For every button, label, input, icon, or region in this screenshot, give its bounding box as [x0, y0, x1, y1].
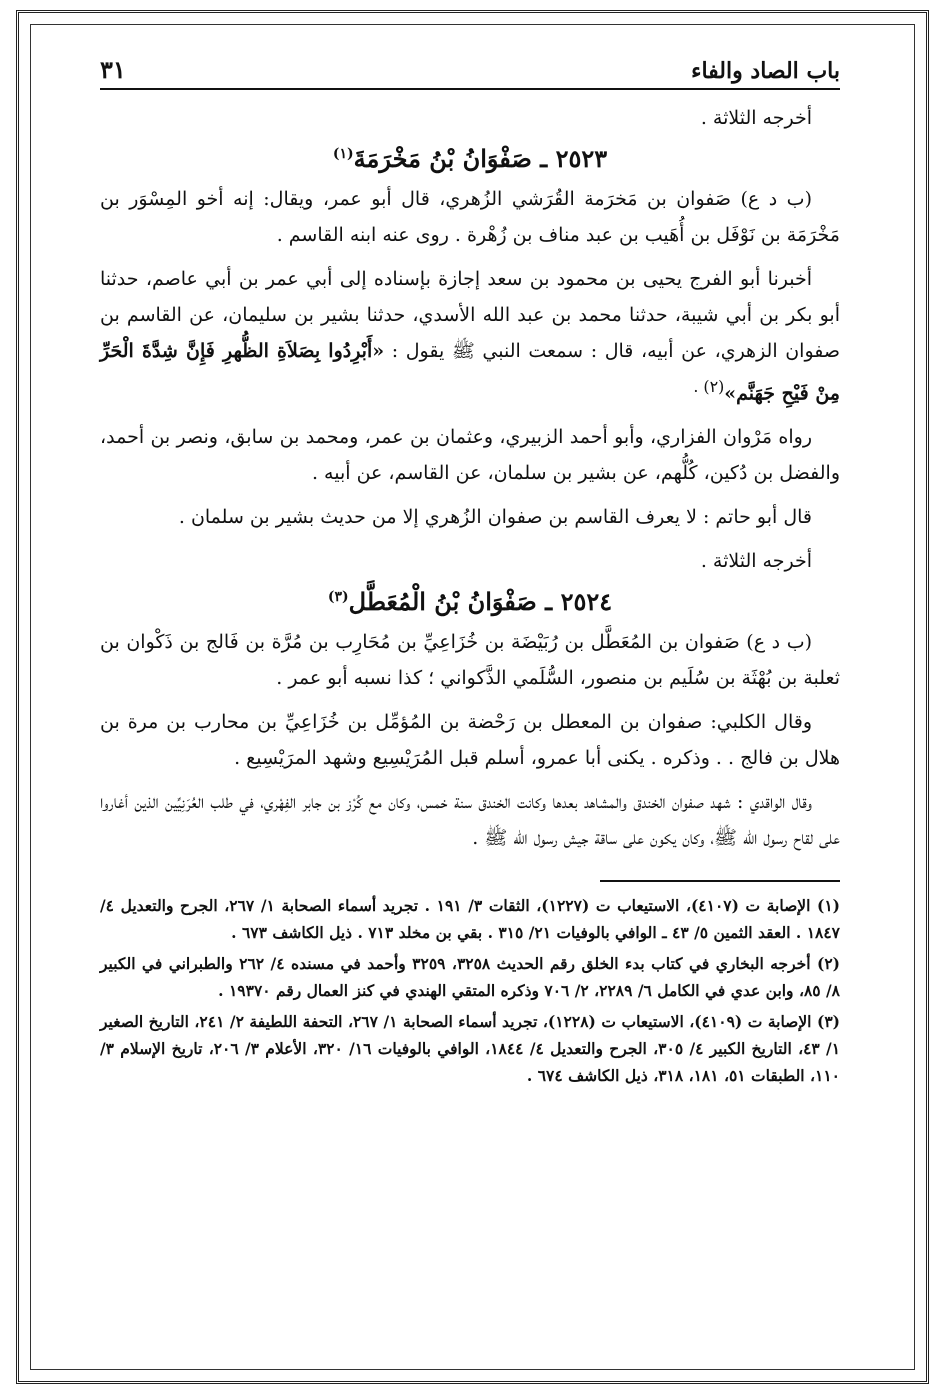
paragraph: (ب د ع) صَفوان بن المُعَطَّل بن رُبَيْضَة بن خُزَاعِيِّ بن مُحَارِب بن مُرَّة بن فَالج بن ذَكْوان بن ثعلبة بن بُهْثَة بن سُلَيم بن منصور، السُّلَمي الذَّكواني ؛ كذا نسبه أبو عمر . — [100, 631, 840, 690]
footnotes — [100, 892, 840, 1089]
running-header — [100, 55, 840, 90]
entry-title-text: ٢٥٢٤ ـ صَفْوَانُ بْنُ الْمُعَطَّل — [348, 587, 613, 617]
paragraph-hadith — [100, 261, 840, 411]
footnote-ref: (٢) . — [693, 377, 725, 396]
entry-title-2523 — [100, 144, 840, 173]
paragraph: وقال الكلبي: صفوان بن المعطل بن رَحْضة بن المُؤمِّل بن خُزَاعِيِّ بن محارب بن مرة بن هلال بن فالج . . وذكره . يكنى أبا عمرو، أسلم قبل المُرَيْسِيع وشهد المرَيْسِيع . — [100, 711, 840, 770]
footnote: (٣) الإصابة ت (٤١٠٩)، الاستيعاب ت (١٢٢٨)، تجريد أسماء الصحابة ١/ ٢٦٧، التحفة اللطيفة ٢/ ٢٤١، التاريخ الصغير ١/ ٤٣، التاريخ الكبير ٤/ ٣٠٥، الجرح والتعديل ٤/ ١٨٤٤، الوافي بالوفيات ١٦/ ٣٢٠، الأعلام ٣/ ٢٠٦، تاريخ الإسلام ٣/ ١١٠، الطبقات ٥١، ١٨١، ٣١٨، ذيل الكاشف ٦٧٤ . — [100, 1012, 841, 1086]
paragraph: أخرجه الثلاثة . — [700, 550, 812, 573]
book-page — [100, 55, 840, 1093]
entry-title-text: ٢٥٢٣ ـ صَفْوَانُ بْنُ مَخْرَمَةَ — [353, 144, 608, 173]
paragraph: (ب د ع) صَفوان بن مَخرَمة القُرَشي الزُهري، قال أبو عمر، ويقال: إنه أخو المِسْوَر بن مَخْرَمَة بن نَوْفَل بن أُهَيب بن عبد مناف بن زُهْرة . روى عنه ابنه القاسم . — [100, 188, 840, 246]
paragraph: وقال الواقدي : شهد صفوان الخندق والمشاهد بعدها وكانت الخندق سنة خمس، وكان مع كُرْز بن جابر الفِهْري، في طلب العُرَنِيِّين الذين أغاروا على لقاح رسول الله ﷺ، وكان يكون على ساقة جيش رسول الله ﷺ . — [100, 791, 840, 850]
chapter-title: باب الصاد والفاء — [691, 58, 840, 84]
paragraph: رواه مَرْوان الفزاري، وأبو أحمد الزبيري، وعثمان بن عمر، ومحمد بن سابق، ونصر بن أحمد، والفضل بن دُكين، كُلُّهم، عن بشير بن سلمان، عن القاسم، عن أبيه . — [100, 426, 840, 485]
page-number: ٣١ — [100, 55, 126, 84]
footnote: (١) الإصابة ت (٤١٠٧)، الاستيعاب ت (١٢٢٧)، الثقات ٣/ ١٩١ . تجريد أسماء الصحابة ١/ ٢٦٧، الجرح والتعديل ٤/ ١٨٤٧ . العقد الثمين ٥/ ٤٣ ـ الوافي بالوفيات ٢١/ ٣١٥ . بقي بن مخلد ٧١٣ . ذيل الكاشف ٦٧٣ . — [100, 896, 840, 943]
entry-title-2524 — [100, 587, 840, 616]
previous-entry-tail: أخرجه الثلاثة . — [700, 107, 812, 129]
footnote: (٢) أخرجه البخاري في كتاب بدء الخلق رقم الحديث ٣٢٥٨، ٣٢٥٩ وأحمد في مسنده ٤/ ٢٦٢ والطبراني في الكبير ٨/ ٨٥، وابن عدي في الكامل ٦/ ٢٢٨٩، ٢/ ٧٠٦ وذكره المتقي الهندي في كنز العمال رقم ١٩٣٧٠ . — [100, 954, 841, 1001]
hadith-text: «أَبْرِدُوا بِصَلاَةِ الظُّهرِ فَإِنَّ شِدَّةَ الْحَرِّ مِنْ فَيْحِ جَهَنَّم» — [100, 340, 840, 405]
paragraph: قال أبو حاتم : لا يعرف القاسم بن صفوان الزُهري إلا من حديث بشير بن سلمان . — [178, 506, 812, 529]
footnote-ref: (٣) — [327, 589, 349, 606]
footnote-ref: (١) — [332, 146, 354, 162]
isnad-text: أخبرنا أبو الفرج يحيى بن محمود بن سعد إجازة بإسناده إلى أبي عمر بن أبي عاصم، حدثنا أبو بكر بن أبي شيبة، حدثنا محمد بن عبد الله الأسدي، حدثنا بشير بن سليمان، عن القاسم بن صفوان الزهري، عن أبيه، قال : سمعت النبي ﷺ يقول : — [100, 268, 841, 362]
footnote-separator — [600, 880, 840, 882]
